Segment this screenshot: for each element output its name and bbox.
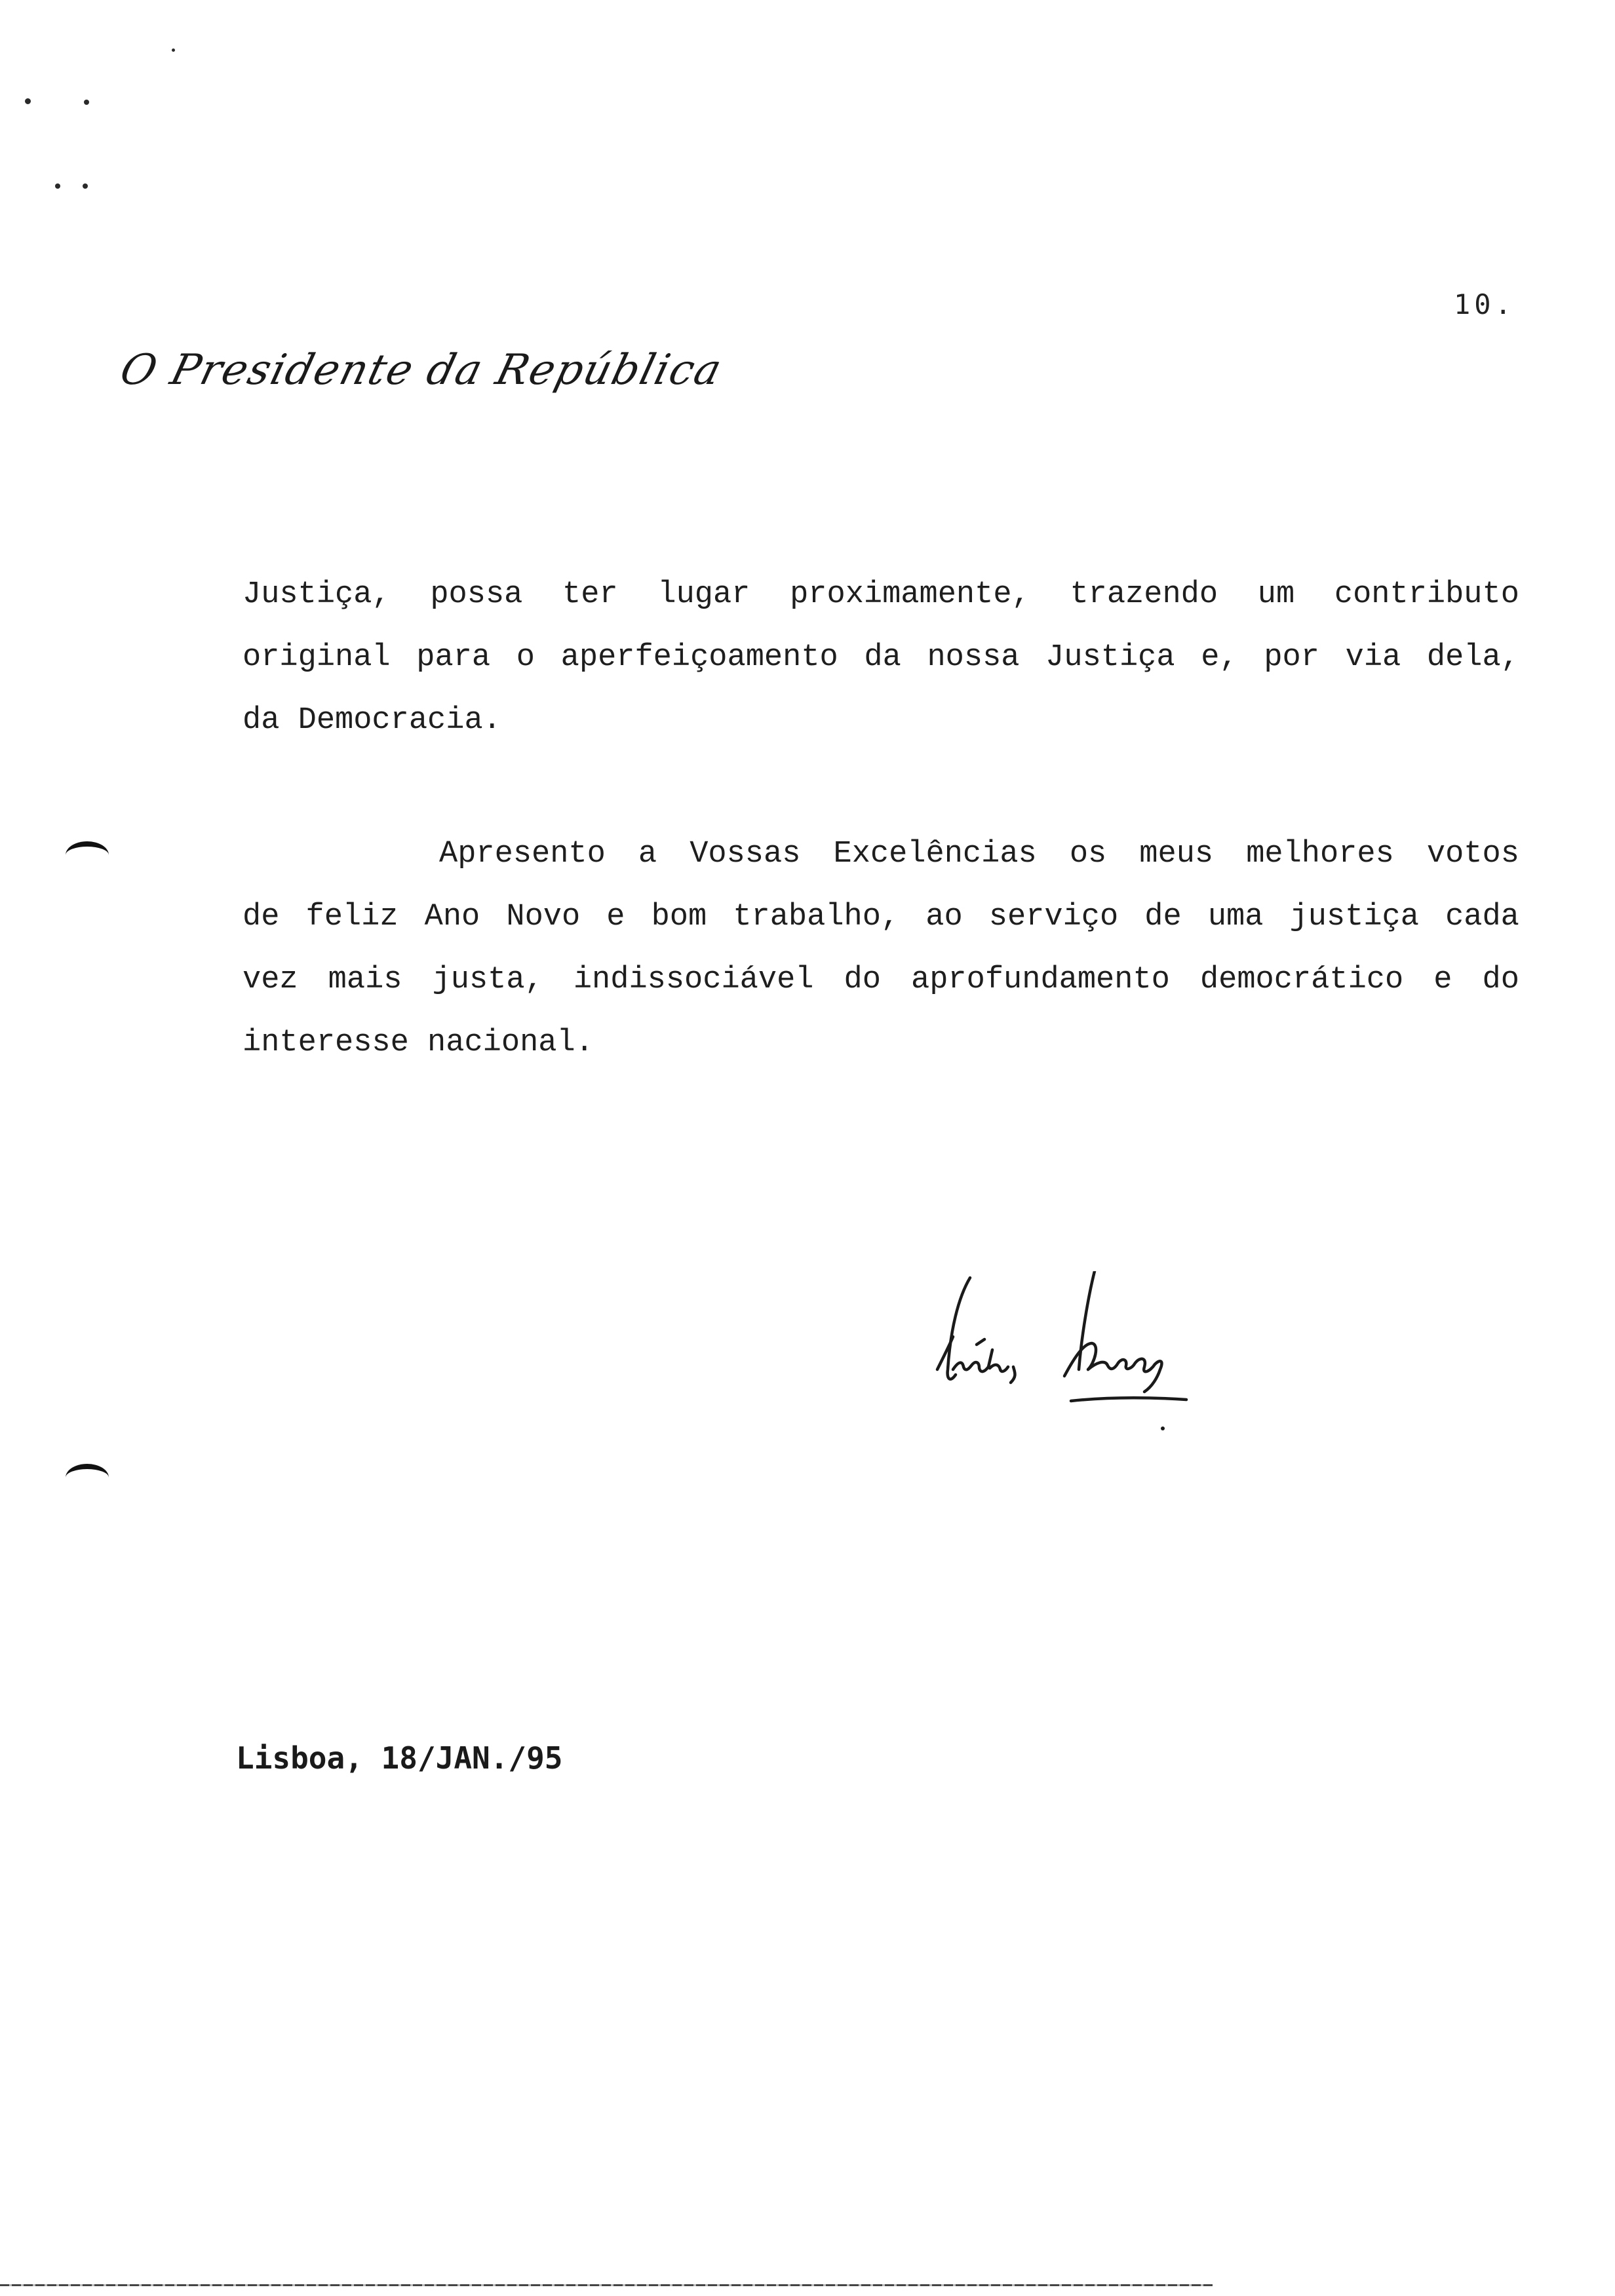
punch-hole-mark (66, 841, 109, 869)
date-line: Lisboa, 18/JAN./95 (236, 1740, 563, 1776)
paragraph-line: Justiça, possa ter lugar proximamente, trazendo um contributo (243, 577, 1519, 612)
scan-speck (84, 100, 89, 105)
scan-speck (55, 183, 60, 189)
punch-hole-mark (66, 1464, 109, 1491)
page-number: 10. (1454, 288, 1515, 320)
paragraph-line: Apresento a Vossas Excelências os meus melhores votos (439, 837, 1519, 871)
paragraph-line: de feliz Ano Novo e bom trabalho, ao serviço de uma justiça cada (243, 900, 1519, 934)
paragraph-line: da Democracia. (243, 703, 501, 738)
paragraph-2 (243, 823, 1519, 1075)
scan-speck (83, 183, 88, 189)
letterhead: O Presidente da República (115, 346, 728, 394)
paragraph-line: original para o aperfeiçoamento da nossa Justiça e, por via dela, (243, 640, 1519, 675)
scan-edge-line (0, 2284, 1213, 2286)
scan-speck (25, 98, 31, 104)
paragraph-line: vez mais justa, indissociável do aprofundamento democrático e do (243, 963, 1519, 997)
paragraph-line: interesse nacional. (243, 1025, 594, 1060)
scan-speck (172, 48, 175, 52)
paragraph-1 (243, 564, 1519, 752)
signature (924, 1271, 1199, 1442)
